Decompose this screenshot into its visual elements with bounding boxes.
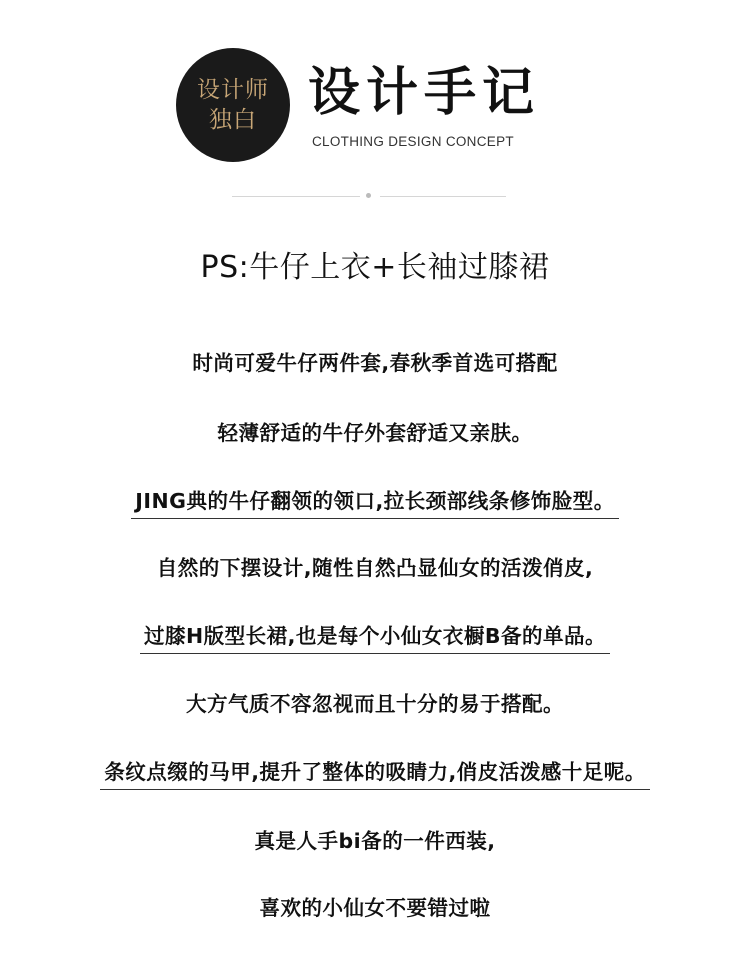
- description-text: 条纹点缀的马甲,提升了整体的吸睛力,俏皮活泼感十足呢。: [100, 757, 650, 790]
- description-text: 轻薄舒适的牛仔外套舒适又亲肤。: [217, 421, 533, 445]
- description-line-6: [0, 689, 750, 721]
- divider-dot: [366, 193, 371, 198]
- description-line-7: [0, 757, 750, 790]
- description-text: 自然的下摆设计,随性自然凸显仙女的活泼俏皮,: [156, 556, 594, 580]
- brand-title: 设计手记: [308, 63, 541, 123]
- description-text: 大方气质不容忽视而且十分的易于搭配。: [186, 692, 564, 716]
- description-text: 过膝H版型长裙,也是每个小仙女衣橱B备的单品。: [140, 621, 610, 654]
- description-line-1: [0, 348, 750, 380]
- brand-header: [0, 0, 750, 200]
- divider-left: [232, 196, 360, 197]
- designer-badge: [176, 48, 290, 162]
- product-heading: PS:牛仔上衣+长袖过膝裙: [200, 250, 550, 285]
- description-text: 喜欢的小仙女不要错过啦: [259, 896, 491, 920]
- brand-subtitle: CLOTHING DESIGN CONCEPT: [312, 134, 514, 149]
- badge-line-2: 独白: [209, 107, 257, 133]
- description-text: 真是人手bi备的一件西装,: [254, 829, 496, 853]
- description-line-5: [0, 621, 750, 654]
- description-line-3: [0, 486, 750, 519]
- description-line-9: [0, 893, 750, 925]
- divider-right: [380, 196, 506, 197]
- description-text: 时尚可爱牛仔两件套,春秋季首选可搭配: [192, 351, 558, 375]
- badge-line-1: 设计师: [197, 77, 269, 103]
- description-line-8: [0, 826, 750, 858]
- description-text: JING典的牛仔翻领的领口,拉长颈部线条修饰脸型。: [131, 486, 619, 519]
- description-line-2: [0, 418, 750, 450]
- description-line-4: [0, 553, 750, 585]
